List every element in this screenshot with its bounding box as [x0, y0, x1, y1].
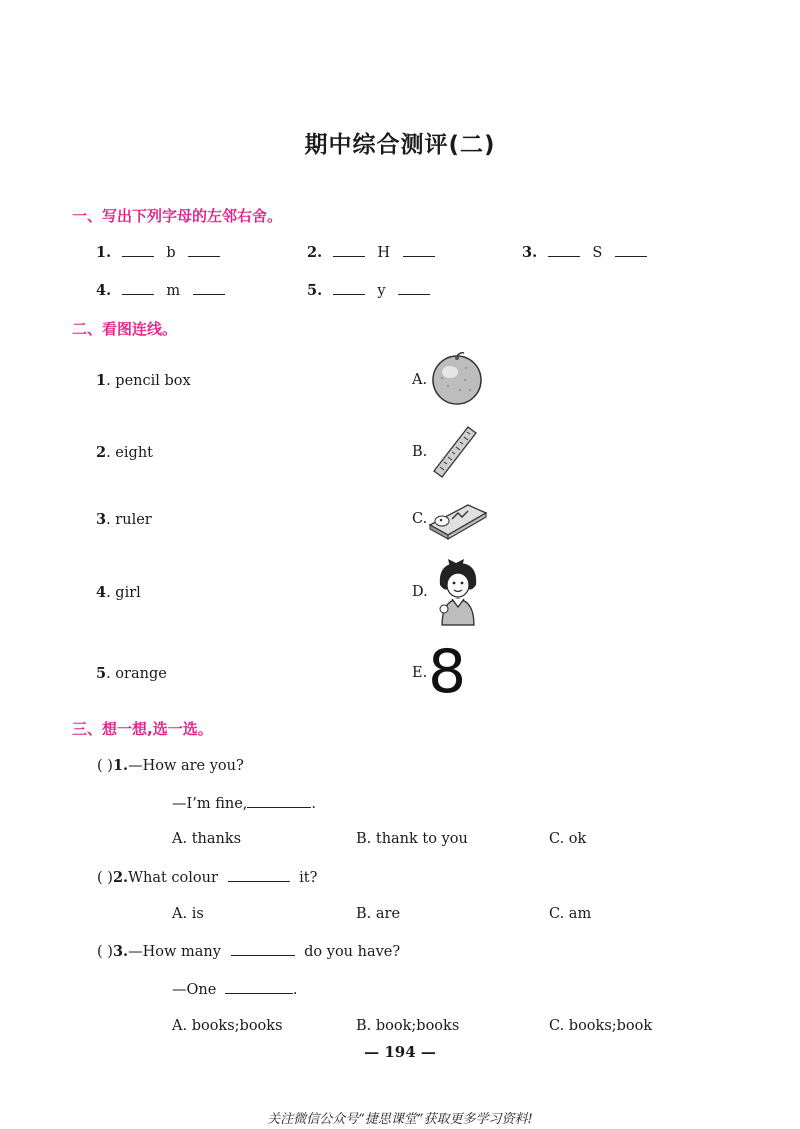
match-word-5[interactable]	[96, 665, 167, 682]
answer-blank-right[interactable]	[193, 282, 225, 295]
pencil-box-icon[interactable]	[428, 497, 488, 541]
question-1	[97, 757, 244, 774]
section-3-heading: 三、想一想,选一选。	[72, 720, 213, 738]
word-number: 3	[96, 511, 107, 528]
page-number: — 194 —	[364, 1043, 436, 1061]
answer-blank-left[interactable]	[122, 244, 154, 257]
orange-icon[interactable]	[430, 350, 484, 406]
answer-paren[interactable]: ( )	[97, 758, 113, 774]
question-3	[97, 943, 400, 960]
answer-paren[interactable]: ( )	[97, 944, 113, 960]
match-word-2[interactable]	[96, 444, 153, 461]
question-number: 3.	[112, 943, 129, 960]
option-c[interactable]: C. books;book	[549, 1018, 653, 1034]
line-text: —I’m fine,	[172, 796, 248, 812]
letter-item-4	[96, 282, 225, 299]
question-number: 2.	[112, 869, 129, 886]
option-b[interactable]: B. book;books	[356, 1018, 460, 1034]
answer-blank[interactable]	[228, 869, 290, 882]
letter-item-3	[522, 244, 647, 261]
answer-blank-left[interactable]	[122, 282, 154, 295]
word-text: . pencil box	[106, 373, 191, 389]
answer-blank-left[interactable]	[333, 282, 365, 295]
match-word-4[interactable]	[96, 584, 141, 601]
answer-blank-right[interactable]	[403, 244, 435, 257]
picture-label-b: B.	[412, 444, 428, 460]
letter-item-1	[96, 244, 220, 261]
answer-blank[interactable]	[225, 981, 293, 994]
word-text: . orange	[106, 666, 167, 682]
answer-blank[interactable]	[247, 795, 311, 808]
line-text-end: do you have?	[304, 944, 401, 960]
word-text: . girl	[106, 585, 141, 601]
option-b[interactable]: B. thank to you	[356, 831, 468, 847]
girl-icon[interactable]	[430, 555, 486, 627]
item-number: 3.	[522, 244, 538, 261]
line-text: —How many	[128, 944, 221, 960]
word-text: . ruler	[106, 512, 152, 528]
given-letter: H	[377, 245, 391, 261]
item-number: 2.	[307, 244, 323, 261]
question-2	[97, 869, 317, 886]
option-a[interactable]: A. thanks	[172, 831, 242, 847]
line-text: What colour	[128, 870, 218, 886]
number-eight-icon[interactable]: 8	[428, 637, 467, 707]
ruler-icon[interactable]	[430, 423, 478, 479]
line-text-end: .	[292, 982, 298, 998]
item-number: 1.	[96, 244, 112, 261]
footer-note: 关注微信公众号“捷思课堂”获取更多学习资料!	[267, 1112, 533, 1127]
line-text: —One	[172, 982, 217, 998]
page-title: 期中综合测评(二)	[304, 132, 496, 158]
option-c[interactable]: C. ok	[549, 831, 587, 847]
letter-item-2	[307, 244, 435, 261]
line-text-end: .	[311, 796, 317, 812]
item-number: 4.	[96, 282, 112, 299]
section-1-heading: 一、写出下列字母的左邻右舍。	[72, 207, 283, 225]
letter-item-5	[307, 282, 430, 299]
line-text-end: it?	[299, 870, 318, 886]
word-number: 2	[96, 444, 107, 461]
question-line-1: —How are you?	[128, 758, 244, 774]
picture-label-c: C.	[412, 511, 428, 527]
picture-label-e: E.	[412, 665, 428, 681]
word-number: 4	[96, 584, 107, 601]
answer-blank-left[interactable]	[333, 244, 365, 257]
given-letter: S	[592, 245, 603, 261]
word-number: 1	[96, 372, 107, 389]
picture-label-d: D.	[412, 584, 428, 600]
option-b[interactable]: B. are	[356, 906, 401, 922]
word-number: 5	[96, 665, 107, 682]
option-c[interactable]: C. am	[549, 906, 592, 922]
match-word-1[interactable]	[96, 372, 191, 389]
option-a[interactable]: A. books;books	[172, 1018, 283, 1034]
question-number: 1.	[112, 757, 129, 774]
given-letter: m	[166, 283, 181, 299]
answer-blank-right[interactable]	[188, 244, 220, 257]
given-letter: b	[166, 245, 176, 261]
question-1-line-2	[172, 795, 316, 812]
answer-blank[interactable]	[231, 943, 295, 956]
answer-blank-left[interactable]	[548, 244, 580, 257]
picture-label-a: A.	[412, 372, 428, 388]
option-a[interactable]: A. is	[172, 906, 204, 922]
answer-blank-right[interactable]	[615, 244, 647, 257]
section-2-heading: 二、看图连线。	[72, 320, 178, 338]
given-letter: y	[377, 283, 386, 299]
answer-paren[interactable]: ( )	[97, 870, 113, 886]
answer-blank-right[interactable]	[398, 282, 430, 295]
question-3-line-2	[172, 981, 298, 998]
match-word-3[interactable]	[96, 511, 152, 528]
item-number: 5.	[307, 282, 323, 299]
word-text: . eight	[106, 445, 153, 461]
